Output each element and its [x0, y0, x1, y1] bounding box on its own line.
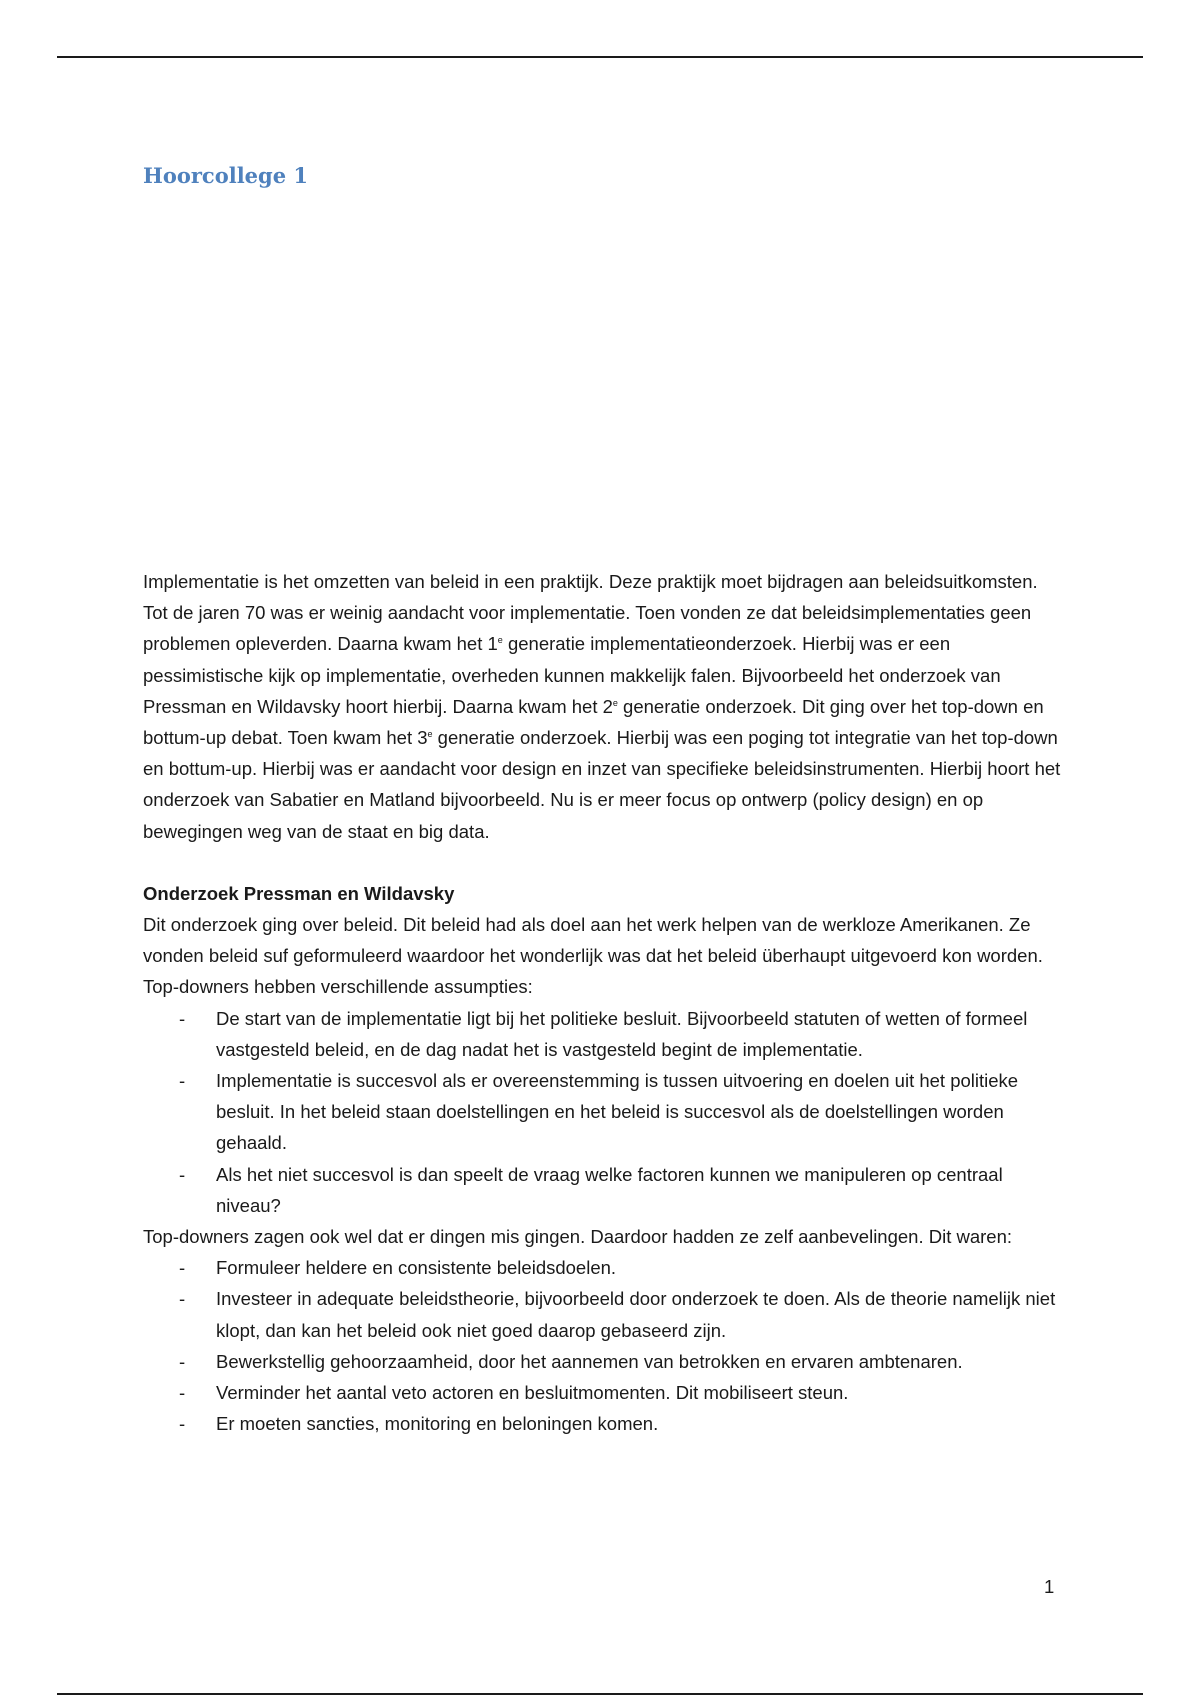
- list-item-text: Bewerkstellig gehoorzaamheid, door het aannemen van betrokken en ervaren ambtenaren.: [216, 1350, 963, 1372]
- list-item-text: Formuleer heldere en consistente beleidsdoelen.: [216, 1257, 617, 1279]
- page-number: 1: [1044, 1576, 1055, 1597]
- list-item: [143, 1346, 1063, 1377]
- footer-rule: [57, 1693, 1143, 1695]
- list-item-text: Er moeten sancties, monitoring en beloningen komen.: [216, 1413, 659, 1435]
- list-item: [143, 1159, 1063, 1221]
- intro-paragraph: [143, 566, 1063, 847]
- list-item: [143, 1252, 1063, 1283]
- dash-bullet: -: [179, 1070, 186, 1092]
- list-item-text: Investeer in adequate beleidstheorie, bijvoorbeeld door onderzoek te doen. Als de theorie namelijk niet klopt, dan kan het beleid ook niet goed daarop gebaseerd zijn.: [216, 1288, 1056, 1341]
- list-item: [143, 1408, 1063, 1439]
- recommendations-intro: Top-downers zagen ook wel dat er dingen mis gingen. Daardoor hadden ze zelf aanbevelingen. Dit waren:: [143, 1226, 1013, 1248]
- list-item: [143, 1003, 1063, 1065]
- list-item: [143, 1283, 1063, 1345]
- intro-text-1: Implementatie is het omzetten van beleid in een praktijk. Deze praktijk moet bijdragen aan beleidsuitkomsten. Tot de jaren 70 was er weinig aandacht voor implementatie. Toen vonden ze dat beleidsimplementaties geen problemen opleverden. Daarna kwam het 1: [143, 571, 1038, 655]
- intro-text-2: generatie implementatieonderzoek. Hierbij was er een pessimistische kijk op implementatie, overheden kunnen makkelijk falen. Bijvoorbeeld het onderzoek van Pressman en Wildavsky hoort hierbij. Daarna kwam het 2: [143, 633, 1001, 717]
- header-rule: [57, 56, 1143, 58]
- dash-bullet: -: [179, 1288, 186, 1310]
- superscript-2: e: [612, 697, 618, 708]
- list-item-text: Als het niet succesvol is dan speelt de vraag welke factoren kunnen we manipuleren op centraal niveau?: [216, 1163, 1003, 1216]
- list-item-text: De start van de implementatie ligt bij het politieke besluit. Bijvoorbeeld statuten of wetten of formeel vastgesteld beleid, en de dag nadat het is vastgesteld begint de implementatie.: [216, 1007, 1028, 1060]
- recommendations-list: [143, 1252, 1063, 1439]
- dash-bullet: -: [179, 1350, 186, 1372]
- list-item: [143, 1377, 1063, 1408]
- list-item: [143, 1065, 1063, 1159]
- section-paragraph: Dit onderzoek ging over beleid. Dit beleid had als doel aan het werk helpen van de werkloze Amerikanen. Ze vonden beleid suf geformuleerd waardoor het wonderlijk was dat het beleid überhaupt uitgevoerd kon worden.: [143, 914, 1043, 967]
- superscript-1: e: [497, 635, 503, 646]
- document-body: [143, 566, 1063, 1439]
- section-title: Onderzoek Pressman en Wildavsky: [143, 882, 455, 904]
- list-item-text: Implementatie is succesvol als er overeenstemming is tussen uitvoering en doelen uit het politieke besluit. In het beleid staan doelstellingen en het beleid is succesvol als de doelstellingen worden gehaald.: [216, 1070, 1019, 1154]
- dash-bullet: -: [179, 1413, 186, 1435]
- page-heading: Hoorcollege 1: [143, 163, 308, 188]
- assumptions-intro: Top-downers hebben verschillende assumpties:: [143, 976, 533, 998]
- intro-text-4: generatie onderzoek. Hierbij was een poging tot integratie van het top-down en bottum-up. Hierbij was er aandacht voor design en inzet van specifieke beleidsinstrumenten. Hierbij hoort het onderzoek van Sabatier en Matland bijvoorbeeld. Nu is er meer focus op ontwerp (policy design) en op bewegingen weg van de staat en big data.: [143, 727, 1061, 842]
- dash-bullet: -: [179, 1163, 186, 1185]
- dash-bullet: -: [179, 1382, 186, 1404]
- list-item-text: Verminder het aantal veto actoren en besluitmomenten. Dit mobiliseert steun.: [216, 1382, 849, 1404]
- dash-bullet: -: [179, 1257, 186, 1279]
- assumptions-list: [143, 1003, 1063, 1221]
- superscript-3: e: [427, 729, 433, 740]
- dash-bullet: -: [179, 1007, 186, 1029]
- intro-text-3: generatie onderzoek. Dit ging over het top-down en bottum-up debat. Toen kwam het 3: [143, 695, 1044, 749]
